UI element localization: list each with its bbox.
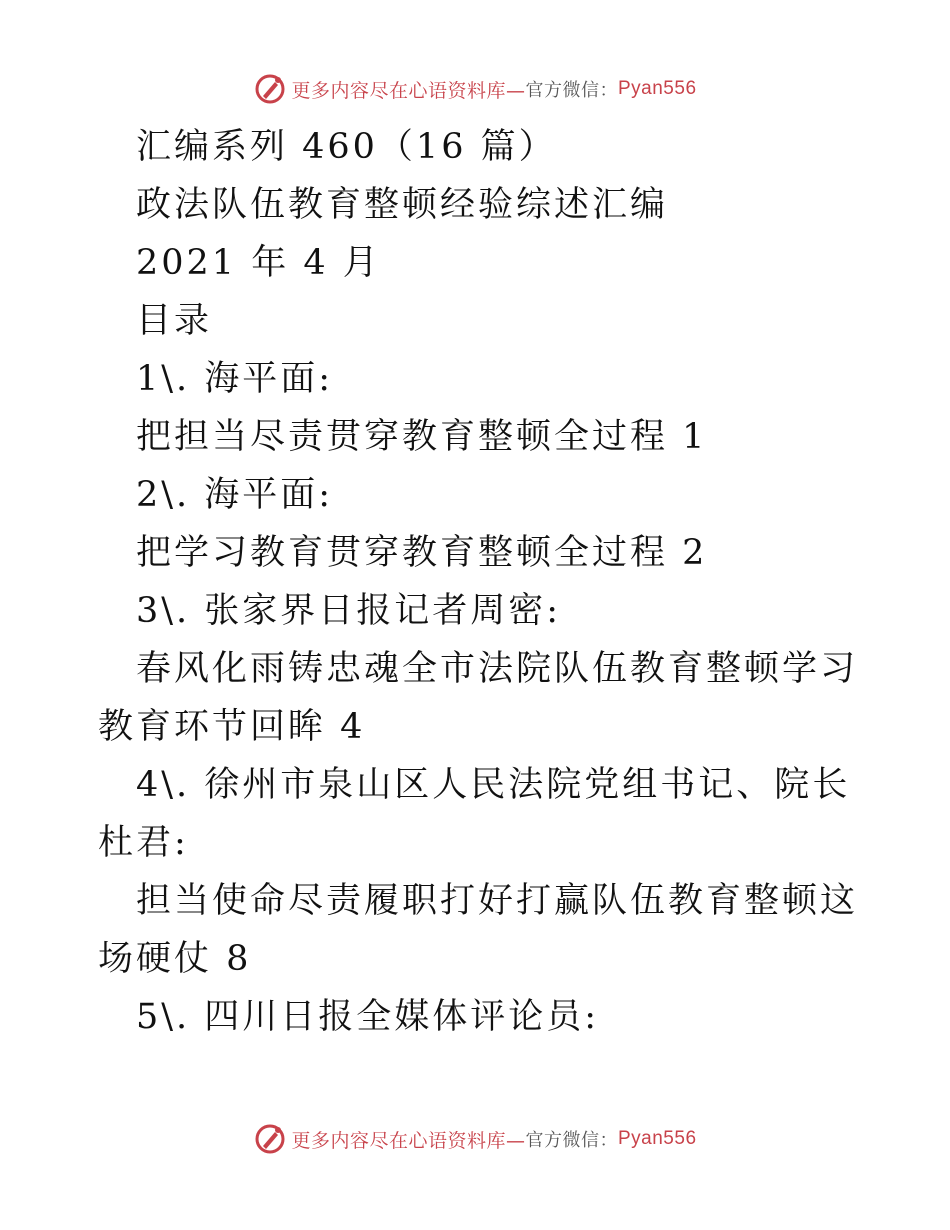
banner-wechat-id: Pyan556 [618,1128,697,1149]
banner-text: 更多内容尽在心语资料库— [291,1129,526,1152]
toc-entry-author: 2\. 海平面: [136,475,334,515]
banner-text: 更多内容尽在心语资料库— [291,79,526,102]
document-body [98,118,858,1046]
banner-wechat-label: 官方微信： [525,80,618,101]
toc-entry-title: 把担当尽责贯穿教育整顿全过程 1 [136,417,708,457]
watermark-banner-bottom [0,1122,950,1156]
banner-wechat-id: Pyan556 [618,78,697,99]
series-line: 汇编系列 460（16 篇） [136,127,557,167]
toc-heading: 目录 [136,301,213,341]
document-title: 政法队伍教育整顿经验综述汇编 [136,185,669,225]
pen-logo-icon [253,72,287,106]
toc-entry-title: 春风化雨铸忠魂全市法院队伍教育整顿学习教育环节回眸 4 [98,649,859,747]
toc-entry-title: 把学习教育贯穿教育整顿全过程 2 [136,533,708,573]
watermark-banner-top [0,72,950,106]
pen-logo-icon [253,1122,287,1156]
toc-entry-author: 5\. 四川日报全媒体评论员: [136,997,600,1037]
toc-entry-author: 4\. 徐州市泉山区人民法院党组书记、院长杜君: [98,765,851,863]
banner-wechat-label: 官方微信： [525,1130,618,1151]
toc-entry-title: 担当使命尽责履职打好打赢队伍教育整顿这场硬仗 8 [98,881,859,979]
toc-entry-author: 3\. 张家界日报记者周密: [136,591,562,631]
document-date: 2021 年 4 月 [136,243,381,283]
toc-entry-author: 1\. 海平面: [136,359,334,399]
